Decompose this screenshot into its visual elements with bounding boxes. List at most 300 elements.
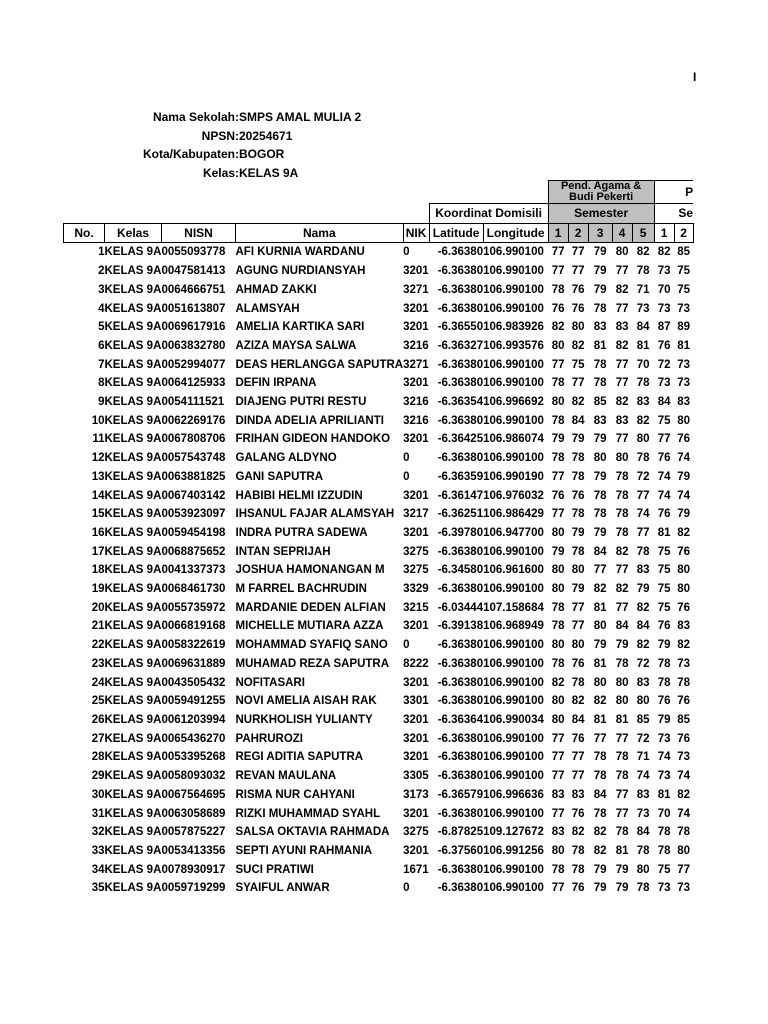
table-row	[64, 524, 694, 543]
row-semester-score: 82	[571, 826, 585, 839]
row-semester-score: 80	[615, 246, 629, 259]
row-nik: 0	[403, 639, 410, 652]
row-nisn: 0058093032	[161, 770, 226, 783]
row-semester-score: 77	[571, 601, 585, 614]
row-nik: 3201	[403, 732, 429, 745]
school-info	[100, 108, 400, 182]
row-semester-score: 85	[593, 396, 607, 409]
row-next-subject-score: 73	[677, 358, 690, 371]
row-semester-score: 80	[551, 583, 565, 596]
table-row	[64, 748, 694, 767]
row-longitude: 106.990100	[483, 863, 544, 876]
row-next-subject-score: 78	[657, 826, 671, 839]
row-semester-score: 81	[615, 713, 629, 726]
row-semester-score: 78	[551, 414, 565, 427]
row-kelas: KELAS 9A	[104, 882, 162, 895]
row-nik: 3305	[403, 770, 429, 783]
table-row	[64, 711, 694, 730]
row-nama: PAHRUROZI	[235, 732, 304, 745]
table-row	[64, 580, 694, 599]
row-next-subject-score: 78	[677, 826, 690, 839]
row-nik: 3201	[403, 433, 429, 446]
row-semester-score: 83	[636, 396, 650, 409]
row-semester-score: 78	[615, 508, 629, 521]
row-semester-score: 78	[571, 863, 585, 876]
row-next-subject-score: 74	[677, 452, 690, 465]
row-latitude: -6.36364	[437, 713, 484, 726]
row-kelas: KELAS 9A	[104, 470, 162, 483]
row-semester-score: 78	[615, 751, 629, 764]
city-value: BOGOR	[239, 147, 285, 161]
row-kelas: KELAS 9A	[104, 508, 162, 521]
row-nik: 3275	[403, 826, 429, 839]
row-semester-score: 80	[593, 620, 607, 633]
row-semester-score: 76	[571, 807, 585, 820]
row-semester-score: 77	[571, 377, 585, 390]
row-nik: 1671	[403, 863, 429, 876]
corner-mark: I	[693, 70, 697, 84]
row-semester-score: 82	[615, 583, 629, 596]
row-nama: DEAS HERLANGGA SAPUTRA	[235, 358, 404, 371]
row-latitude: -6.36380	[437, 358, 484, 371]
row-kelas: KELAS 9A	[104, 265, 162, 278]
row-next-subject-score: 75	[657, 564, 671, 577]
row-semester-score: 82	[615, 396, 629, 409]
row-semester-score: 78	[571, 545, 585, 558]
row-semester-score: 82	[636, 601, 650, 614]
row-nisn: 0064666751	[161, 283, 226, 296]
row-nisn: 0068875652	[161, 545, 226, 558]
row-kelas: KELAS 9A	[104, 713, 162, 726]
row-semester-score: 84	[593, 545, 607, 558]
row-next-subject-score: 77	[677, 863, 690, 876]
row-kelas: KELAS 9A	[104, 489, 162, 502]
row-latitude: -6.36380	[437, 676, 484, 689]
row-nik: 3201	[403, 713, 429, 726]
row-latitude: -6.03444	[437, 601, 484, 614]
row-next-subject-score: 79	[677, 508, 690, 521]
row-semester-score: 76	[551, 489, 565, 502]
row-semester-score: 81	[593, 657, 607, 670]
row-semester-score: 78	[571, 676, 585, 689]
row-semester-score: 77	[615, 433, 629, 446]
row-semester-score: 80	[593, 676, 607, 689]
row-latitude: -6.36251	[437, 508, 484, 521]
koordinat-header: Koordinat Domisili	[429, 204, 548, 224]
table-row	[64, 505, 694, 524]
col-sem-4: 4	[612, 223, 632, 243]
row-no: 11	[92, 433, 105, 446]
row-next-subject-score: 78	[677, 676, 690, 689]
row-next-subject-score: 83	[677, 396, 690, 409]
table-row	[64, 318, 694, 337]
row-semester-score: 75	[571, 358, 585, 371]
row-kelas: KELAS 9A	[104, 695, 162, 708]
row-semester-score: 78	[636, 265, 650, 278]
row-latitude: -6.36380	[437, 732, 484, 745]
row-semester-score: 74	[636, 508, 650, 521]
row-semester-score: 81	[636, 339, 650, 352]
row-nik: 3201	[403, 302, 429, 315]
row-semester-score: 79	[551, 433, 565, 446]
row-nama: MARDANIE DEDEN ALFIAN	[235, 601, 386, 614]
row-semester-score: 82	[636, 414, 650, 427]
row-nik: 3201	[403, 807, 429, 820]
row-next-subject-score: 85	[677, 246, 690, 259]
table-row	[64, 879, 694, 898]
row-nik: 3275	[403, 545, 429, 558]
row-semester-score: 84	[636, 826, 650, 839]
row-no: 14	[91, 489, 105, 502]
row-nama: REVAN MAULANA	[235, 770, 337, 783]
row-semester-score: 80	[636, 433, 650, 446]
row-semester-score: 77	[615, 564, 629, 577]
row-semester-score: 82	[593, 695, 607, 708]
row-next-subject-score: 73	[677, 377, 690, 390]
row-nama: GANI SAPUTRA	[235, 470, 324, 483]
table-row	[64, 487, 694, 506]
row-semester-score: 78	[636, 545, 650, 558]
row-semester-score: 82	[571, 396, 585, 409]
row-semester-score: 77	[593, 732, 607, 745]
row-nisn: 0059491255	[161, 695, 226, 708]
row-next-subject-score: 74	[677, 489, 690, 502]
row-semester-score: 78	[615, 489, 629, 502]
row-next-subject-score: 73	[657, 770, 671, 783]
row-latitude: -6.36359	[437, 470, 484, 483]
col-no: No.	[64, 223, 105, 243]
row-semester-score: 77	[615, 377, 629, 390]
row-nik: 3201	[403, 489, 429, 502]
row-semester-score: 78	[593, 807, 607, 820]
row-next-subject-score: 79	[657, 713, 671, 726]
row-longitude: 106.990190	[483, 470, 544, 483]
table-row	[64, 730, 694, 749]
row-next-subject-score: 76	[677, 545, 690, 558]
row-longitude: 106.990100	[483, 657, 544, 670]
row-kelas: KELAS 9A	[104, 545, 162, 558]
row-longitude: 106.990100	[483, 358, 544, 371]
row-semester-score: 81	[593, 601, 607, 614]
row-next-subject-score: 74	[677, 807, 690, 820]
row-no: 17	[91, 545, 105, 558]
row-nisn: 0067564695	[161, 788, 226, 801]
row-latitude: -6.36425	[437, 433, 484, 446]
row-next-subject-score: 76	[657, 695, 671, 708]
row-no: 21	[91, 620, 105, 633]
row-nik: 3301	[403, 695, 429, 708]
row-semester-score: 78	[636, 452, 650, 465]
row-kelas: KELAS 9A	[104, 826, 162, 839]
row-next-subject-score: 75	[657, 601, 671, 614]
row-semester-score: 80	[571, 564, 585, 577]
row-semester-score: 77	[551, 508, 565, 521]
row-semester-score: 78	[593, 358, 607, 371]
row-nik: 3216	[403, 339, 429, 352]
row-semester-score: 77	[551, 770, 565, 783]
row-semester-score: 83	[551, 826, 565, 839]
row-nisn: 0058322619	[161, 639, 226, 652]
row-next-subject-score: 73	[657, 265, 671, 278]
row-semester-score: 81	[615, 844, 629, 857]
row-nisn: 0059719299	[161, 882, 226, 895]
row-nik: 3217	[403, 508, 429, 521]
row-no: 28	[91, 751, 105, 764]
table-body	[64, 243, 694, 898]
row-latitude: -6.36380	[437, 583, 484, 596]
row-nama: INTAN SEPRIJAH	[235, 545, 331, 558]
row-kelas: KELAS 9A	[104, 526, 162, 539]
row-nisn: 0066819168	[161, 620, 226, 633]
table-row	[64, 543, 694, 562]
city-label: Kota/Kabupaten	[142, 147, 235, 161]
row-semester-score: 79	[593, 246, 607, 259]
row-semester-score: 79	[593, 639, 607, 652]
row-semester-score: 84	[636, 620, 650, 633]
row-no: 31	[91, 807, 105, 820]
row-longitude: 106.990100	[483, 283, 544, 296]
row-semester-score: 76	[571, 489, 585, 502]
header-row-group	[64, 204, 694, 224]
row-semester-score: 78	[593, 377, 607, 390]
row-longitude: 106.990034	[483, 713, 544, 726]
row-semester-score: 83	[551, 788, 565, 801]
row-nisn: 0064125933	[161, 377, 226, 390]
row-nisn: 0053923097	[161, 508, 226, 521]
row-semester-score: 77	[551, 246, 565, 259]
row-latitude: -6.36579	[437, 788, 484, 801]
row-semester-score: 77	[615, 302, 629, 315]
row-next-subject-score: 73	[657, 377, 671, 390]
row-semester-score: 72	[636, 732, 650, 745]
row-next-subject-score: 87	[657, 321, 671, 334]
row-semester-score: 84	[571, 414, 585, 427]
row-semester-score: 80	[615, 452, 629, 465]
col-sem-1: 1	[548, 223, 568, 243]
row-latitude: -6.36380	[437, 807, 484, 820]
row-no: 12	[91, 452, 105, 465]
row-latitude: -6.36380	[437, 695, 484, 708]
row-nama: AFI KURNIA WARDANU	[235, 246, 365, 259]
row-semester-score: 78	[571, 844, 585, 857]
row-kelas: KELAS 9A	[104, 601, 162, 614]
row-no: 27	[91, 732, 105, 745]
row-nisn: 0065436270	[161, 732, 226, 745]
row-semester-score: 78	[636, 844, 650, 857]
row-next-subject-score: 73	[677, 751, 690, 764]
col-sem2-2: 2	[674, 223, 693, 243]
row-nik: 3216	[403, 414, 429, 427]
row-semester-score: 77	[571, 620, 585, 633]
row-latitude: -6.36380	[437, 882, 484, 895]
row-semester-score: 77	[551, 807, 565, 820]
row-nama: RISMA NUR CAHYANI	[235, 788, 355, 801]
row-no: 25	[91, 695, 105, 708]
row-semester-score: 79	[593, 470, 607, 483]
row-longitude: 106.947700	[483, 526, 544, 539]
row-semester-score: 83	[593, 414, 607, 427]
row-kelas: KELAS 9A	[104, 583, 162, 596]
row-no: 26	[91, 713, 105, 726]
row-next-subject-score: 73	[677, 657, 690, 670]
row-nisn: 0078930917	[161, 863, 226, 876]
row-longitude: 106.990100	[483, 583, 544, 596]
row-no: 24	[91, 676, 105, 689]
row-next-subject-score: 76	[657, 508, 671, 521]
row-semester-score: 78	[636, 882, 650, 895]
row-semester-score: 73	[636, 302, 650, 315]
row-nisn: 0057543748	[161, 452, 226, 465]
table-row	[64, 300, 694, 319]
row-longitude: 107.158684	[483, 601, 544, 614]
row-next-subject-score: 80	[677, 414, 690, 427]
row-semester-score: 79	[593, 265, 607, 278]
row-semester-score: 82	[551, 676, 565, 689]
row-no: 1	[98, 246, 105, 259]
row-next-subject-score: 73	[677, 882, 690, 895]
col-latitude: Latitude	[429, 223, 483, 243]
row-no: 18	[91, 564, 105, 577]
row-no: 34	[91, 863, 105, 876]
row-next-subject-score: 75	[657, 545, 671, 558]
subject-header-religion: Pend. Agama & Budi Pekerti	[548, 181, 654, 204]
row-kelas: KELAS 9A	[104, 358, 162, 371]
row-semester-score: 81	[593, 339, 607, 352]
row-kelas: KELAS 9A	[104, 676, 162, 689]
row-nama: INDRA PUTRA SADEWA	[235, 526, 368, 539]
row-longitude: 109.127672	[483, 826, 544, 839]
row-nama: DINDA ADELIA APRILIANTI	[235, 414, 384, 427]
row-nisn: 0063832780	[161, 339, 226, 352]
row-next-subject-score: 76	[657, 620, 671, 633]
row-semester-score: 73	[636, 807, 650, 820]
row-semester-score: 77	[551, 732, 565, 745]
row-nisn: 0057875227	[161, 826, 226, 839]
row-nik: 0	[403, 470, 410, 483]
row-semester-score: 80	[636, 695, 650, 708]
row-semester-score: 77	[615, 788, 629, 801]
row-latitude: -6.36380	[437, 863, 484, 876]
row-no: 20	[91, 601, 105, 614]
row-semester-score: 72	[636, 657, 650, 670]
row-longitude: 106.996636	[483, 788, 544, 801]
row-semester-score: 78	[593, 508, 607, 521]
row-semester-score: 77	[571, 246, 585, 259]
row-next-subject-score: 82	[677, 788, 690, 801]
row-semester-score: 71	[636, 751, 650, 764]
row-semester-score: 80	[615, 695, 629, 708]
row-longitude: 106.990100	[483, 695, 544, 708]
row-semester-score: 80	[551, 695, 565, 708]
row-next-subject-score: 81	[657, 526, 671, 539]
row-kelas: KELAS 9A	[104, 433, 162, 446]
row-kelas: KELAS 9A	[104, 620, 162, 633]
row-latitude: -6.36380	[437, 770, 484, 783]
class-label: Kelas	[202, 165, 235, 180]
row-no: 13	[91, 470, 105, 483]
row-semester-score: 80	[551, 339, 565, 352]
row-semester-score: 80	[551, 526, 565, 539]
row-semester-score: 84	[571, 713, 585, 726]
row-longitude: 106.990100	[483, 770, 544, 783]
row-nik: 3215	[403, 601, 429, 614]
row-next-subject-score: 79	[657, 639, 671, 652]
row-semester-score: 77	[571, 751, 585, 764]
row-next-subject-score: 83	[677, 620, 690, 633]
row-next-subject-score: 76	[677, 433, 690, 446]
row-latitude: -6.36550	[437, 321, 484, 334]
row-longitude: 106.990100	[483, 452, 544, 465]
row-semester-score: 80	[615, 676, 629, 689]
row-next-subject-score: 78	[657, 676, 671, 689]
row-semester-score: 83	[636, 564, 650, 577]
row-latitude: -6.36380	[437, 283, 484, 296]
row-semester-score: 79	[615, 863, 629, 876]
row-semester-score: 78	[593, 302, 607, 315]
table-row	[64, 655, 694, 674]
row-latitude: -6.34580	[437, 564, 484, 577]
row-semester-score: 77	[551, 882, 565, 895]
row-nama: DIAJENG PUTRI RESTU	[235, 396, 367, 409]
row-nisn: 0054111521	[161, 396, 225, 409]
row-longitude: 106.990100	[483, 265, 544, 278]
row-semester-score: 82	[571, 695, 585, 708]
row-semester-score: 76	[571, 283, 585, 296]
row-semester-score: 79	[615, 882, 629, 895]
row-next-subject-score: 74	[657, 470, 671, 483]
table-row	[64, 561, 694, 580]
row-kelas: KELAS 9A	[104, 863, 162, 876]
row-no: 6	[98, 339, 105, 352]
row-longitude: 106.993576	[483, 339, 544, 352]
row-kelas: KELAS 9A	[104, 807, 162, 820]
row-semester-score: 80	[551, 713, 565, 726]
row-semester-score: 78	[551, 601, 565, 614]
row-nama: GALANG ALDYNO	[235, 452, 337, 465]
row-latitude: -6.36147	[437, 489, 484, 502]
row-next-subject-score: 81	[677, 339, 690, 352]
row-semester-score: 76	[571, 882, 585, 895]
row-nisn: 0052994077	[161, 358, 226, 371]
semester-header-next: Se	[654, 204, 693, 224]
row-nisn: 0041337373	[161, 564, 226, 577]
row-semester-score: 72	[636, 470, 650, 483]
row-next-subject-score: 81	[657, 788, 671, 801]
row-nisn: 0047581413	[161, 265, 226, 278]
row-longitude: 106.983926	[483, 321, 544, 334]
row-next-subject-score: 76	[677, 601, 690, 614]
row-next-subject-score: 70	[657, 807, 671, 820]
row-no: 35	[91, 882, 105, 895]
row-semester-score: 78	[593, 489, 607, 502]
table-row	[64, 692, 694, 711]
row-semester-score: 80	[636, 863, 650, 876]
row-next-subject-score: 75	[657, 414, 671, 427]
row-semester-score: 71	[636, 283, 650, 296]
row-semester-score: 82	[593, 583, 607, 596]
table-row	[64, 636, 694, 655]
col-sem-3: 3	[588, 223, 612, 243]
row-latitude: -6.39138	[437, 620, 484, 633]
row-latitude: -6.36380	[437, 302, 484, 315]
row-semester-score: 80	[551, 844, 565, 857]
row-longitude: 106.991256	[483, 844, 544, 857]
row-longitude: 106.961600	[483, 564, 544, 577]
row-kelas: KELAS 9A	[104, 732, 162, 745]
row-semester-score: 77	[615, 807, 629, 820]
table-row	[64, 861, 694, 880]
row-latitude: -6.36380	[437, 751, 484, 764]
